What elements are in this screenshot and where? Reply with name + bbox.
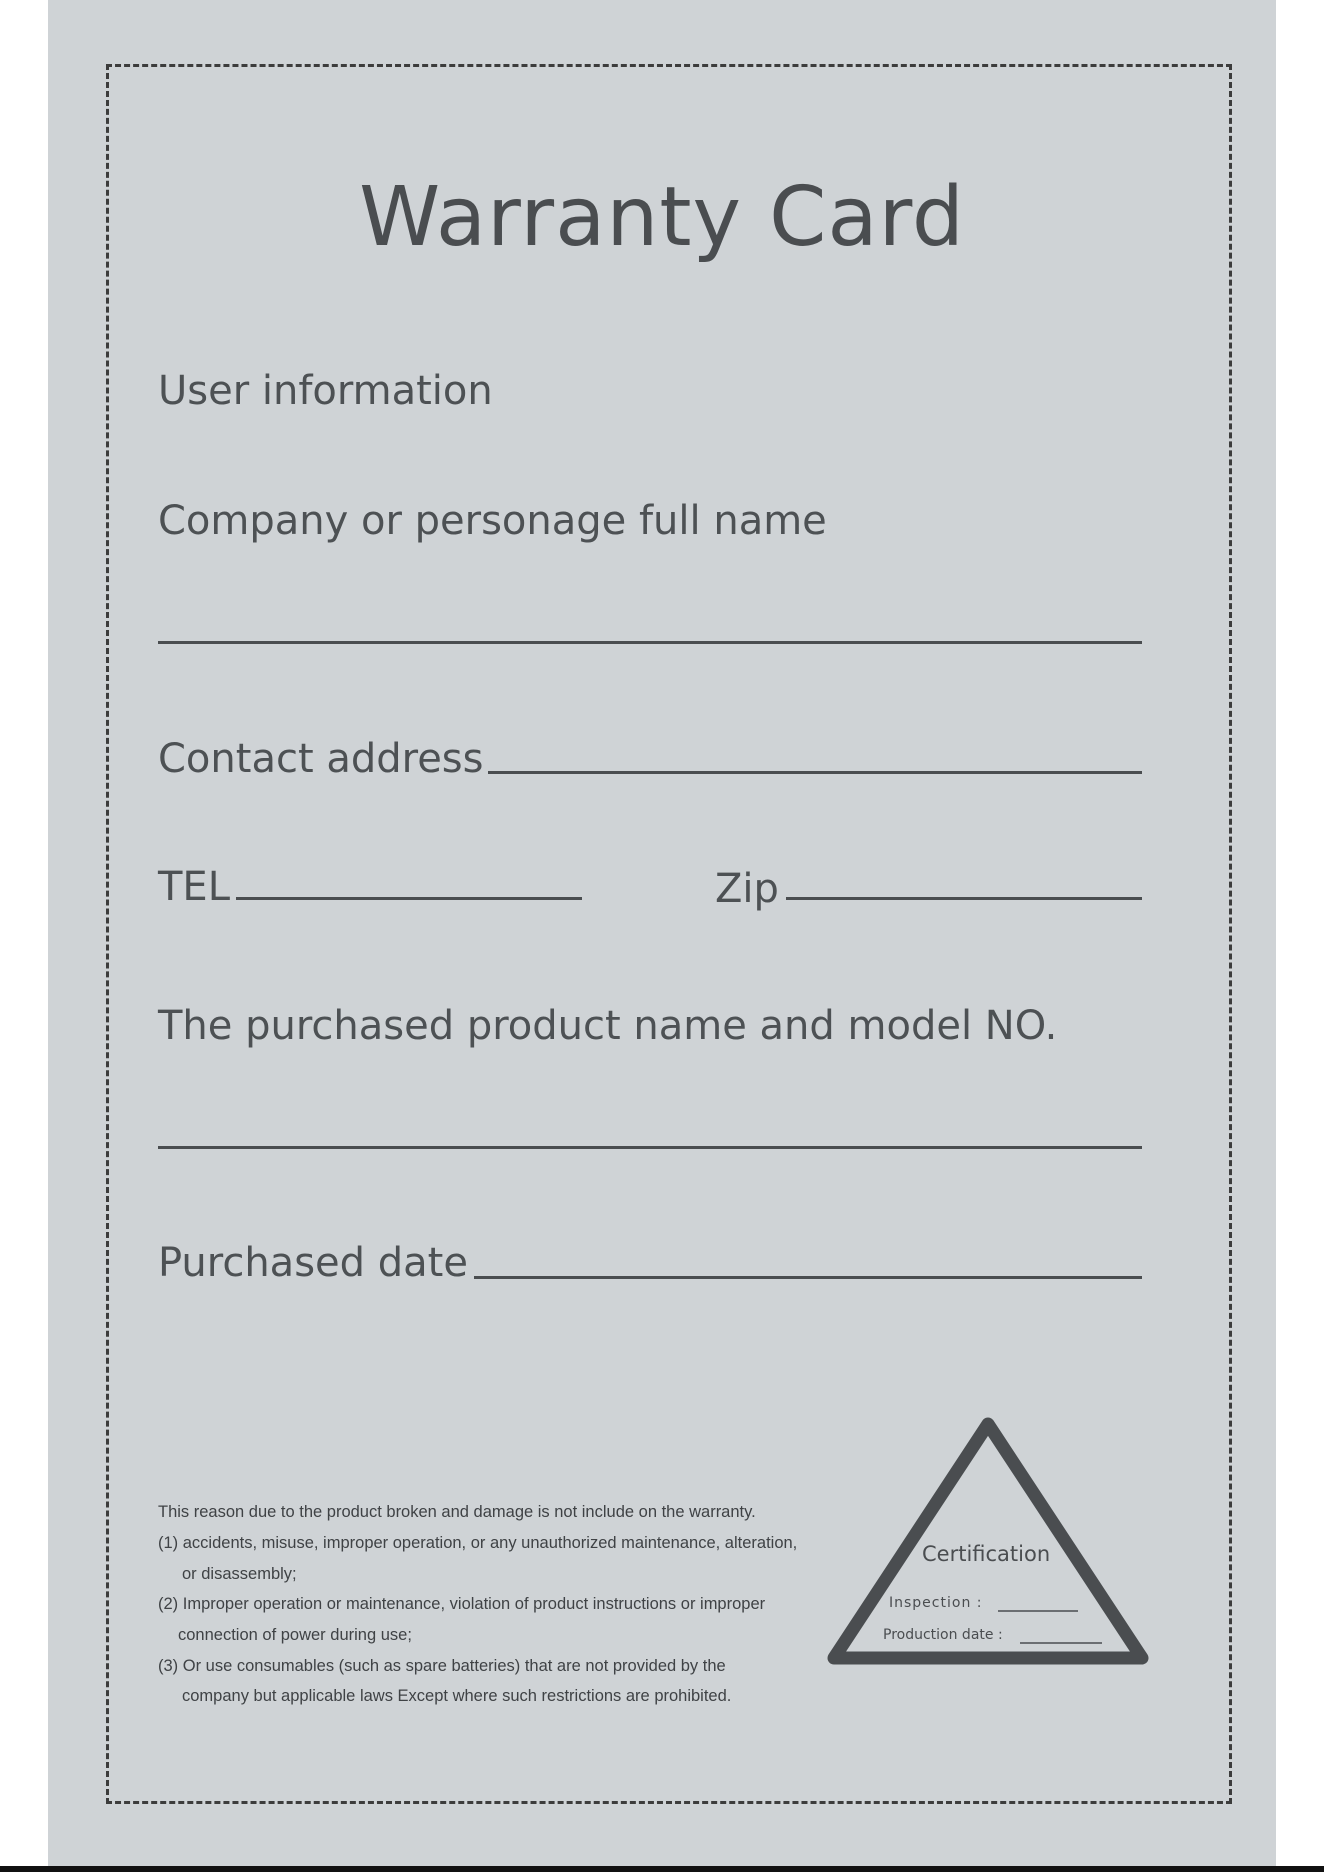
- zip-line[interactable]: [786, 897, 1142, 900]
- inspection-label: Inspection :: [889, 1595, 983, 1611]
- terms-item-3-line-2: company but applicable laws Except where such restrictions are prohibited.: [182, 1687, 732, 1705]
- terms-item-1-line-2: or disassembly;: [182, 1565, 297, 1583]
- terms-intro: This reason due to the product broken and damage is not include on the warranty.: [158, 1503, 756, 1521]
- full-name-label: Company or personage full name: [158, 498, 827, 544]
- terms-item-1-line-1: (1) accidents, misuse, improper operation, or any unauthorized maintenance, alteration,: [158, 1534, 798, 1552]
- terms-item-2-line-2: connection of power during use;: [178, 1626, 412, 1644]
- product-name-line[interactable]: [158, 1146, 1142, 1149]
- full-name-line[interactable]: [158, 641, 1142, 644]
- contact-address-label: Contact address: [158, 736, 484, 782]
- tel-label: TEL: [158, 864, 230, 910]
- certification-title: Certification: [922, 1542, 1051, 1566]
- zip-label: Zip: [715, 866, 779, 912]
- tel-line[interactable]: [236, 897, 582, 900]
- purchased-date-line[interactable]: [474, 1276, 1142, 1279]
- terms-item-3-line-1: (3) Or use consumables (such as spare batteries) that are not provided by the: [158, 1657, 726, 1675]
- terms-item-2-line-1: (2) Improper operation or maintenance, violation of product instructions or improper: [158, 1595, 766, 1613]
- product-name-label: The purchased product name and model NO.: [158, 1003, 1058, 1049]
- contact-address-line[interactable]: [488, 771, 1142, 774]
- card-title: Warranty Card: [359, 170, 965, 265]
- purchased-date-label: Purchased date: [158, 1240, 468, 1286]
- production-date-label: Production date :: [883, 1627, 1003, 1643]
- page-bottom-edge: [0, 1866, 1324, 1872]
- section-heading-user-information: User information: [158, 368, 493, 414]
